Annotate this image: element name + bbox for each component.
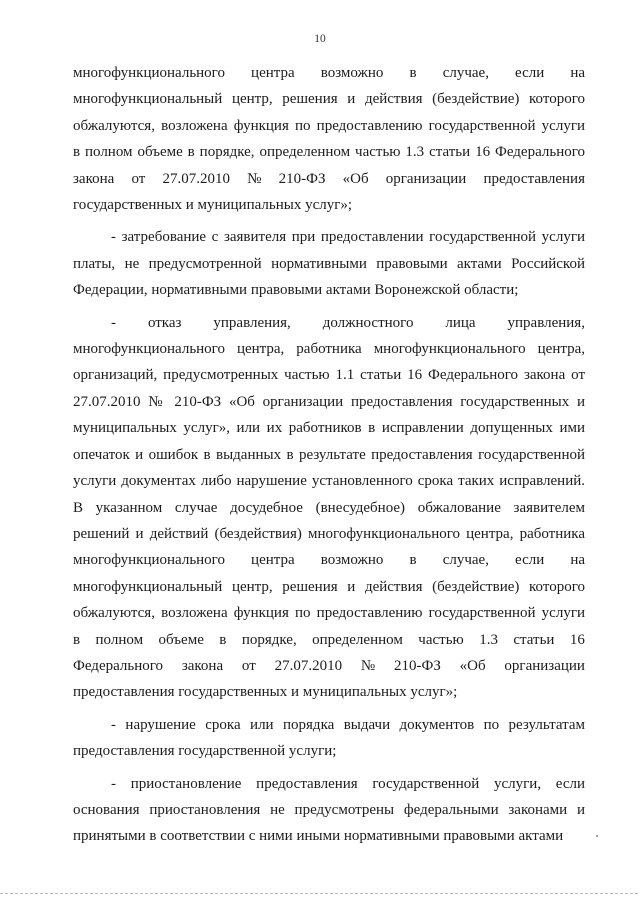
word: должностного <box>322 314 414 331</box>
text-line: - нарушение срока или порядка выдачи документов по результатам <box>111 716 585 733</box>
word: если <box>515 65 545 81</box>
word: управления, <box>507 314 585 331</box>
text-line: принятыми в соответствии с ними иными нормативными правовыми актами <box>73 828 564 845</box>
word: в <box>409 552 417 569</box>
word: 27.07.2010 <box>274 657 343 674</box>
word: полном <box>95 631 144 648</box>
word: Федерального <box>73 657 164 674</box>
text-line: - затребование с заявителя при предоставлении государственной услуги <box>111 229 585 246</box>
word: центра <box>251 65 295 81</box>
word: 16 <box>569 631 585 648</box>
text-line <box>73 310 585 336</box>
text-line: многофункциональный центр, решения и действия (бездействие) которого <box>73 91 585 108</box>
paragraph <box>73 712 585 765</box>
text-line <box>73 60 585 86</box>
word: 210-ФЗ <box>393 657 441 674</box>
text-line: многофункционального центра, работника многофункционального центра, <box>73 341 585 358</box>
word: - <box>111 314 116 331</box>
text-line <box>73 166 585 192</box>
text-line: - приостановление предоставления государственной услуги, если <box>111 775 585 792</box>
word: закона <box>181 657 224 674</box>
word: отказ <box>147 314 182 331</box>
word: предоставления <box>483 170 585 187</box>
text-line: В указанном случае досудебное (внесудебное) обжалование заявителем <box>73 499 585 516</box>
paragraph <box>73 224 585 303</box>
text-line: платы, не предусмотренной нормативными правовыми актами Российской <box>73 255 585 272</box>
word: закона <box>73 170 115 187</box>
word: № <box>247 170 262 187</box>
word: 210-ФЗ <box>278 170 326 187</box>
text-line: предоставления государственных и муниципальных услуг»; <box>73 684 458 701</box>
word: в <box>73 631 81 648</box>
text-line: основания приостановления не предусмотрены федеральными законами и <box>73 801 585 818</box>
word: от <box>241 657 256 674</box>
text-line: организаций, предусмотренных частью 1.1 статьи 16 Федерального закона от <box>73 367 585 384</box>
word: организации <box>385 170 467 187</box>
word: случае, <box>442 552 489 569</box>
word: 1.3 <box>479 631 498 648</box>
text-line: муниципальных услуг», или их работников в исправлении допущенных ими <box>73 420 585 437</box>
text-line: многофункциональный центр, решения и действия (бездействие) которого <box>73 578 585 595</box>
scan-edge <box>0 893 640 894</box>
text-line: обжалуются, возложена функция по предоставлению государственной услуги <box>73 605 585 622</box>
word: в <box>409 65 417 81</box>
word: от <box>131 170 146 187</box>
word: многофункционального <box>73 65 225 81</box>
word: возможно <box>320 552 384 569</box>
text-line: государственных и муниципальных услуг»; <box>73 197 353 214</box>
word: определенном <box>312 631 403 648</box>
text-line <box>73 627 585 653</box>
word: № <box>360 657 376 674</box>
text-line: услуги документах либо нарушение установленного срока таких исправлений. <box>73 473 585 490</box>
word: 27.07.2010 <box>162 170 230 187</box>
text-line: в полном объеме в порядке, определенном частью 1.3 статьи 16 Федерального <box>73 144 585 161</box>
paragraph <box>73 60 585 218</box>
scan-speck <box>596 835 598 837</box>
word: возможно <box>320 65 384 81</box>
text-line: 27.07.2010 № 210-ФЗ «Об организации предоставления государственных и <box>73 393 585 410</box>
document-body <box>73 60 585 856</box>
word: многофункционального <box>73 552 225 569</box>
text-line: решений и действий (бездействия) многофункционального центра, работника <box>73 525 585 542</box>
text-line: предоставления государственной услуги; <box>73 743 337 760</box>
word: на <box>570 552 585 569</box>
paragraph <box>73 771 585 850</box>
text-line <box>73 653 585 679</box>
word: управления, <box>213 314 291 331</box>
word: на <box>570 65 585 81</box>
word: в <box>219 631 227 648</box>
word: порядке, <box>241 631 297 648</box>
text-line <box>73 547 585 573</box>
word: случае, <box>442 65 489 81</box>
word: объеме <box>158 631 204 648</box>
page-number: 10 <box>314 33 326 45</box>
text-line: Федерации, нормативными правовыми актами Воронежской области; <box>73 282 519 299</box>
word: организации <box>504 657 585 674</box>
paragraph <box>73 310 585 706</box>
text-line: опечаток и ошибок в выданных в результате предоставления государственной <box>73 446 585 463</box>
word: частью <box>418 631 464 648</box>
text-line: обжалуются, возложена функция по предоставлению государственной услуги <box>73 117 585 134</box>
word: «Об <box>342 170 369 187</box>
word: если <box>515 552 545 569</box>
word: «Об <box>459 657 486 674</box>
word: статьи <box>513 631 555 648</box>
word: центра <box>251 552 295 569</box>
word: лица <box>445 314 476 331</box>
